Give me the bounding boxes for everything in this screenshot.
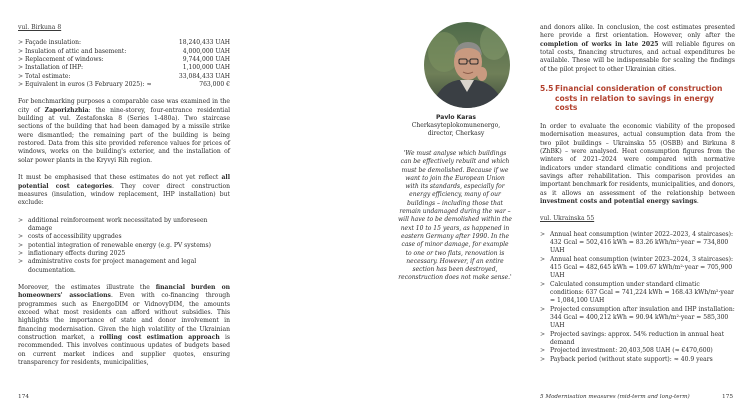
- left-page-column: [18, 24, 230, 376]
- text-run: For benchmarking purposes a comparable case was examined in the city of: [18, 98, 230, 114]
- text-run: In order to evaluate the economic viability of the proposed modernisation measures, actual consumption data from the two pilot buildings – Ukrainska 55 (OSBB) and Birkuna 8 (ZhBK) – were analysed. Heat consumption figures from the winters of 2021–2024 were compared with normative indicators under standard climatic conditions and projected savings after rehabilitation. This comparison provides an important benchmark for residents, municipalities, and donors, as it allows an assessment of the relationship between: [540, 122, 735, 197]
- section-number: 5.5: [540, 84, 554, 94]
- cost-item: [18, 73, 230, 81]
- cost-value: 4,000,000 UAH: [182, 47, 230, 55]
- cost-label: > Insulation of attic and basement:: [18, 48, 126, 56]
- cost-item: [18, 48, 230, 56]
- paragraph-exclusions: [18, 174, 230, 207]
- paragraph-financial-burden: [18, 284, 230, 367]
- cost-list: [18, 39, 230, 89]
- list-item: > Payback period (without state support): ≈ 40.9 years: [540, 356, 735, 364]
- portrait-image: [424, 22, 510, 108]
- cost-value: 18,240,433 UAH: [178, 39, 230, 47]
- list-item: > Projected investment: 20,403,508 UAH (≈ €470,600): [540, 347, 735, 355]
- street-heading-birkuna: vul. Birkuna 8: [18, 24, 62, 31]
- text-run: .: [696, 197, 699, 205]
- page-number-right: 175: [722, 394, 734, 400]
- paragraph-benchmark: [18, 98, 230, 165]
- bold-run: rolling cost estimation approach: [99, 334, 220, 341]
- cost-value: 763,000 €: [199, 81, 230, 89]
- cost-label: > Replacement of windows:: [18, 56, 104, 64]
- speaker-name: Pavlo Karas: [435, 114, 477, 121]
- cost-value: 1,100,000 UAH: [182, 64, 230, 72]
- list-item: > costs of accessibility upgrades: [18, 233, 230, 241]
- speaker-caption: [400, 114, 512, 139]
- cost-value: 33,084,433 UAH: [178, 72, 230, 80]
- bold-run: Zaporizhzhia: [44, 106, 89, 114]
- chapter-footer: 5 Modernisation measures (mid-term and long-term): [540, 394, 690, 400]
- text-run: . Even with co-financing through programmes such as EnergoDIM or VidnovyDIM, the amounts exceed what most residents can afford without subsidies. This highlights the importance of state and donor involvement in financing modernisation. Given the high volatility of the Ukrainian construction market, a: [18, 292, 230, 341]
- cost-label: > Equivalent in euros (3 February 2025): ≈: [18, 81, 152, 89]
- list-item: > Annual heat consumption (winter 2023–2024, 3 staircases): 415 Gcal = 482,645 kWh = 109.67 kWh/m²·year = 705,900 UAH: [540, 256, 735, 281]
- section-title: Financial consideration of construction costs in relation to savings in energy costs: [555, 84, 723, 113]
- list-item: > inflationary effects during 2025: [18, 250, 230, 258]
- list-item: > Calculated consumption under standard climatic conditions: 637 Gcal = 741,224 kWh = 168.43 kWh/m²·year = 1,084,100 UAH: [540, 281, 735, 306]
- list-item: > administrative costs for project management and legal documentation.: [18, 258, 230, 275]
- text-run: and donors alike. In conclusion, the cost estimates presented here provide a first orientation. However, only after the: [540, 24, 735, 40]
- cost-label: > Total estimate:: [18, 73, 71, 81]
- consumption-list: [540, 231, 735, 365]
- list-item: > additional reinforcement work necessitated by unforeseen damage: [18, 217, 230, 234]
- speaker-quote: 'We must analyse which buildings can be effectively rebuilt and which must be demolished. Because if we want to join the European Union with its standards, especially for energy efficiency, many of our buildings – including those that remain undamaged during the war – will have to be demolished within the next 10 to 15 years, as happened in eastern Germany after 1990. In the case of minor damage, for example to one or two flats, renovation is necessary. However, if an entire section has been destroyed, reconstruction does not make sense.': [398, 150, 512, 282]
- text-run: . They cover direct construction measures (insulation, window replacement, IHP installation) but exclude:: [18, 182, 230, 207]
- portrait-photo: [424, 22, 510, 108]
- list-item: > Projected consumption after insulation and IHP installation: 344 Gcal = 400,212 kWh = 90.94 kWh/m²·year = 585,300 UAH: [540, 306, 735, 331]
- list-item: > Annual heat consumption (winter 2022–2023, 4 staircases): 432 Gcal = 502,416 kWh = 83.26 kWh/m²·year = 734,800 UAH: [540, 231, 735, 256]
- text-run: will reliable figures on total costs, financing structures, and actual expenditures be available. These will be indispensable for scaling the findings of the pilot project to other Ukrainian cities.: [540, 40, 735, 73]
- text-run: It must be emphasised that these estimates do not yet reflect: [18, 174, 222, 182]
- text-run: Moreover, the estimates illustrate the: [18, 283, 156, 291]
- right-page-column: [540, 24, 735, 373]
- cost-label: > Installation of IHP:: [18, 64, 83, 72]
- cost-value: 9,744,000 UAH: [182, 56, 230, 64]
- bold-run: all potential cost categories: [18, 174, 230, 190]
- cost-item: [18, 56, 230, 64]
- bold-run: financial burden on homeowners' associations: [18, 283, 230, 300]
- paragraph-viability: [540, 123, 735, 206]
- page-number-left: 174: [18, 394, 30, 400]
- exclusion-list: [18, 217, 230, 275]
- cost-item: [18, 39, 230, 47]
- paragraph-conclusion: [540, 24, 735, 74]
- bold-run: completion of works in late 2025: [540, 40, 659, 48]
- section-heading: [540, 84, 735, 113]
- text-run: : the nine-storey, four-entrance residential building at vul. Zestafonska 8 (Series 1-480a). Two staircase sections of the building that had been damaged by a missile strike were dismantled; the remaining part of the building is being restored. Data from this site provided reference values for prices of windows, works on the building's exterior, and the installation of solar power plants in the Kryvyi Rih region.: [18, 106, 230, 164]
- cost-item: [18, 81, 230, 89]
- cost-label: > Façade insulation:: [18, 39, 81, 47]
- street-heading-ukrainska: vul. Ukrainska 55: [540, 215, 595, 223]
- text-run: is recommended. This involves continuous updates of budgets based on current market indices and supplier quotes, ensuring transparency for residents, municipalities,: [18, 334, 230, 367]
- speaker-role: Cherkasyteplokomunenergo, director, Cherkasy: [411, 122, 501, 138]
- list-item: > Projected savings: approx. 54% reduction in annual heat demand: [540, 331, 735, 348]
- list-item: > potential integration of renewable energy (e.g. PV systems): [18, 242, 230, 250]
- bold-run: investment costs and potential energy savings: [540, 197, 697, 205]
- cost-item: [18, 64, 230, 72]
